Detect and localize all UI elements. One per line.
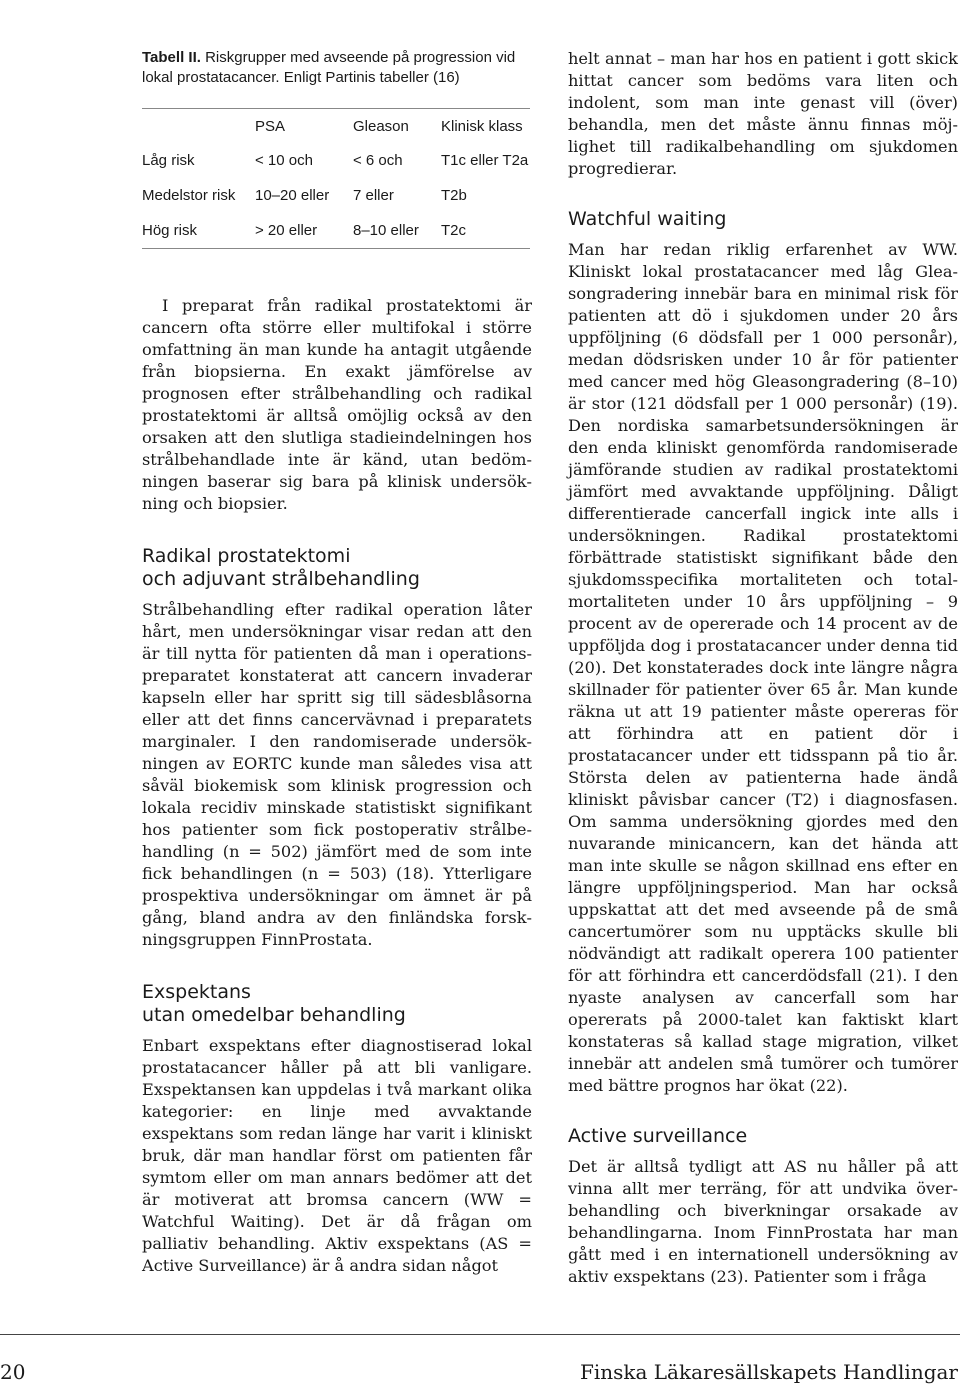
paragraph: Det är alltså tydligt att AS nu håller på att vinna allt mer terräng, för att undvika överbehandling och biverkningar orsakade av behandlingarna. Inom FinnProstata har man gått med i en internationell undersökning av aktiv exspektans (23). Patienter som i fråga (568, 1157, 958, 1286)
left-column (142, 48, 532, 1277)
section-heading-line: Exspektans (142, 981, 251, 1003)
table-cell: < 6 och (353, 152, 403, 169)
paragraph: I preparat från radikal prostatektomi är cancern ofta större eller multifokal i större omfattning än man kunde ha antagit utgående från biopsierna. En exakt jämförelse av prognosen efter strålbehandling och radikal prostatektomi är alltså omöjlig också av den orsaken att den slutliga stadieindelningen hos strålbehandlade inte är känd, utan bedömningen baserar sig bara på klinisk undersökning och biopsier. (142, 296, 532, 513)
section-heading (142, 981, 532, 1027)
table-row (142, 213, 530, 249)
section-heading: Watchful waiting (568, 208, 727, 230)
paragraph: Strålbehandling efter radikal operation låter hårt, men undersökningar visar redan att den är till nytta för patienten då man i operationspreparatet konstaterat att cancern invaderar kapseln eller har spritt sig till sädesblåsorna eller att det finns cancervävnad i preparatets marginaler. I den randomiserade undersökningen av EORTC kunde man således visa att såväl biokemisk som klinisk progression och lokala recidiv minskade statistiskt signifikant hos patienter som fick postoperativ strålbehandling (n = 502) jämfört med de som inte fick behandlingen (n = 503) (18). Ytterligare prospektiva undersökningar om ämnet är på gång, bland andra av den finländska forskningsgruppen FinnProstata. (142, 600, 532, 949)
section-heading: Active surveillance (568, 1125, 748, 1147)
section-heading-line: utan omedelbar behandling (142, 1004, 406, 1026)
table-cell: 7 eller (353, 187, 394, 204)
paragraph: Enbart exspektans efter diagnostiserad lokal prostatacancer håller på att bli vanligare. Exspektansen kan uppdelas i två markant olika kategorier: en linje med avvaktande exspektans som redan länge har varit i kliniskt bruk, där man handlar först om patienten får symtom eller om man annars bedömer att det är motiverat att bromsa cancern (WW = Watchful Waiting). Det är då frågan om palliativ behandling. Aktiv exspektans (AS = Active Surveillance) är å andra sidan något (142, 1036, 532, 1275)
table-caption-label: Tabell II. (142, 49, 201, 66)
table-caption (142, 48, 532, 88)
section-heading (142, 545, 532, 591)
journal-title: Finska Läkaresällskapets Handlingar (579, 1360, 958, 1384)
table-cell: Medelstor risk (142, 187, 236, 204)
table-cell: Hög risk (142, 222, 198, 239)
page-number: 20 (0, 1360, 26, 1384)
table-cell: Låg risk (142, 152, 195, 169)
section-heading-line: Radikal prostatektomi (142, 545, 351, 567)
table-header-cell: Klinisk klass (441, 117, 523, 135)
table-row (142, 143, 530, 178)
risk-table (142, 108, 530, 249)
table-header-cell (142, 109, 255, 144)
table-cell: T2b (441, 187, 467, 204)
table-cell: 8–10 eller (353, 222, 419, 239)
section-heading-line: och adjuvant strålbehandling (142, 568, 420, 590)
paragraph: helt annat – man har hos en patient i gott skick hittat cancer som bedöms vara liten och indolent, som man inte genast vill (över) behandla, men det måste ännu finnas möjlighet till radikalbehandling om sjukdomen progredierar. (568, 49, 958, 178)
paragraph: Man har redan riklig erfarenhet av WW. Kliniskt lokal prostatacancer med låg Gleasongradering innebär bara en minimal risk för patienten att dö i sjukdomen under 20 års uppföljning (6 dödsfall per 1 000 personår), medan dödsrisken under 10 år för patienter med cancer med hög Gleasongradering (8–10) är stor (121 dödsfall per 1 000 personår) (19). Den nordiska samarbetsundersökningen är den enda kliniskt genomförda randomiserade jämförande studien av radikal prostatektomi jämfört med avvaktande uppföljning. Dåligt differentierade cancerfall ingick inte alls i undersökningen. Radikal prostatektomi förbättrade statistiskt signifikant både den sjukdomsspecifika mortaliteten och totalmortaliteten under 10 års uppföljning – 9 procent av de opererade och 14 procent av de uppföljda dog i prostatacancer under denna tid (20). Det konstaterades dock inte längre några skillnader för patienter över 65 år. Man kunde räkna ut att 19 patienter måste opereras för att förhindra att en patient dör i prostatacancer under ett tidsspann på tio år. Största delen av patienterna hade ändå kliniskt påvisbar cancer (T2) i diagnosfasen. Om samma undersökning gjordes med den nuvarande minicancern, kan det hända att man inte skulle se någon skillnad ens efter en längre uppföljningsperiod. Man har också uppskattat att det med avseende på de små cancertumörer som nu upptäcks skulle bli nödvändigt att radikalt operera 100 patienter för att förhindra ett cancerdödsfall (21). I den nyaste analysen av cancerfall som har opererats på 2000-talet kan faktiskt klart konstateras så kallad stage migration, vilket innebär att andelen små tumörer och tumörer med bättre prognos har ökat (22). (568, 240, 958, 1095)
table-header-cell: PSA (255, 117, 286, 135)
table-cell: < 10 och (255, 152, 313, 169)
table-row (142, 178, 530, 213)
table-cell: > 20 eller (255, 222, 318, 239)
table-header-row (142, 109, 530, 144)
table-cell: T2c (441, 222, 467, 239)
right-column (568, 48, 958, 1288)
table-cell: 10–20 eller (255, 187, 330, 204)
footer-divider (0, 1334, 960, 1335)
table-header-cell: Gleason (353, 117, 409, 135)
table-caption-text: Riskgrupper med avseende på progression vid lokal prostatacancer. Enligt Partinis tabeller (16) (142, 49, 516, 86)
table-cell: T1c eller T2a (441, 152, 529, 169)
